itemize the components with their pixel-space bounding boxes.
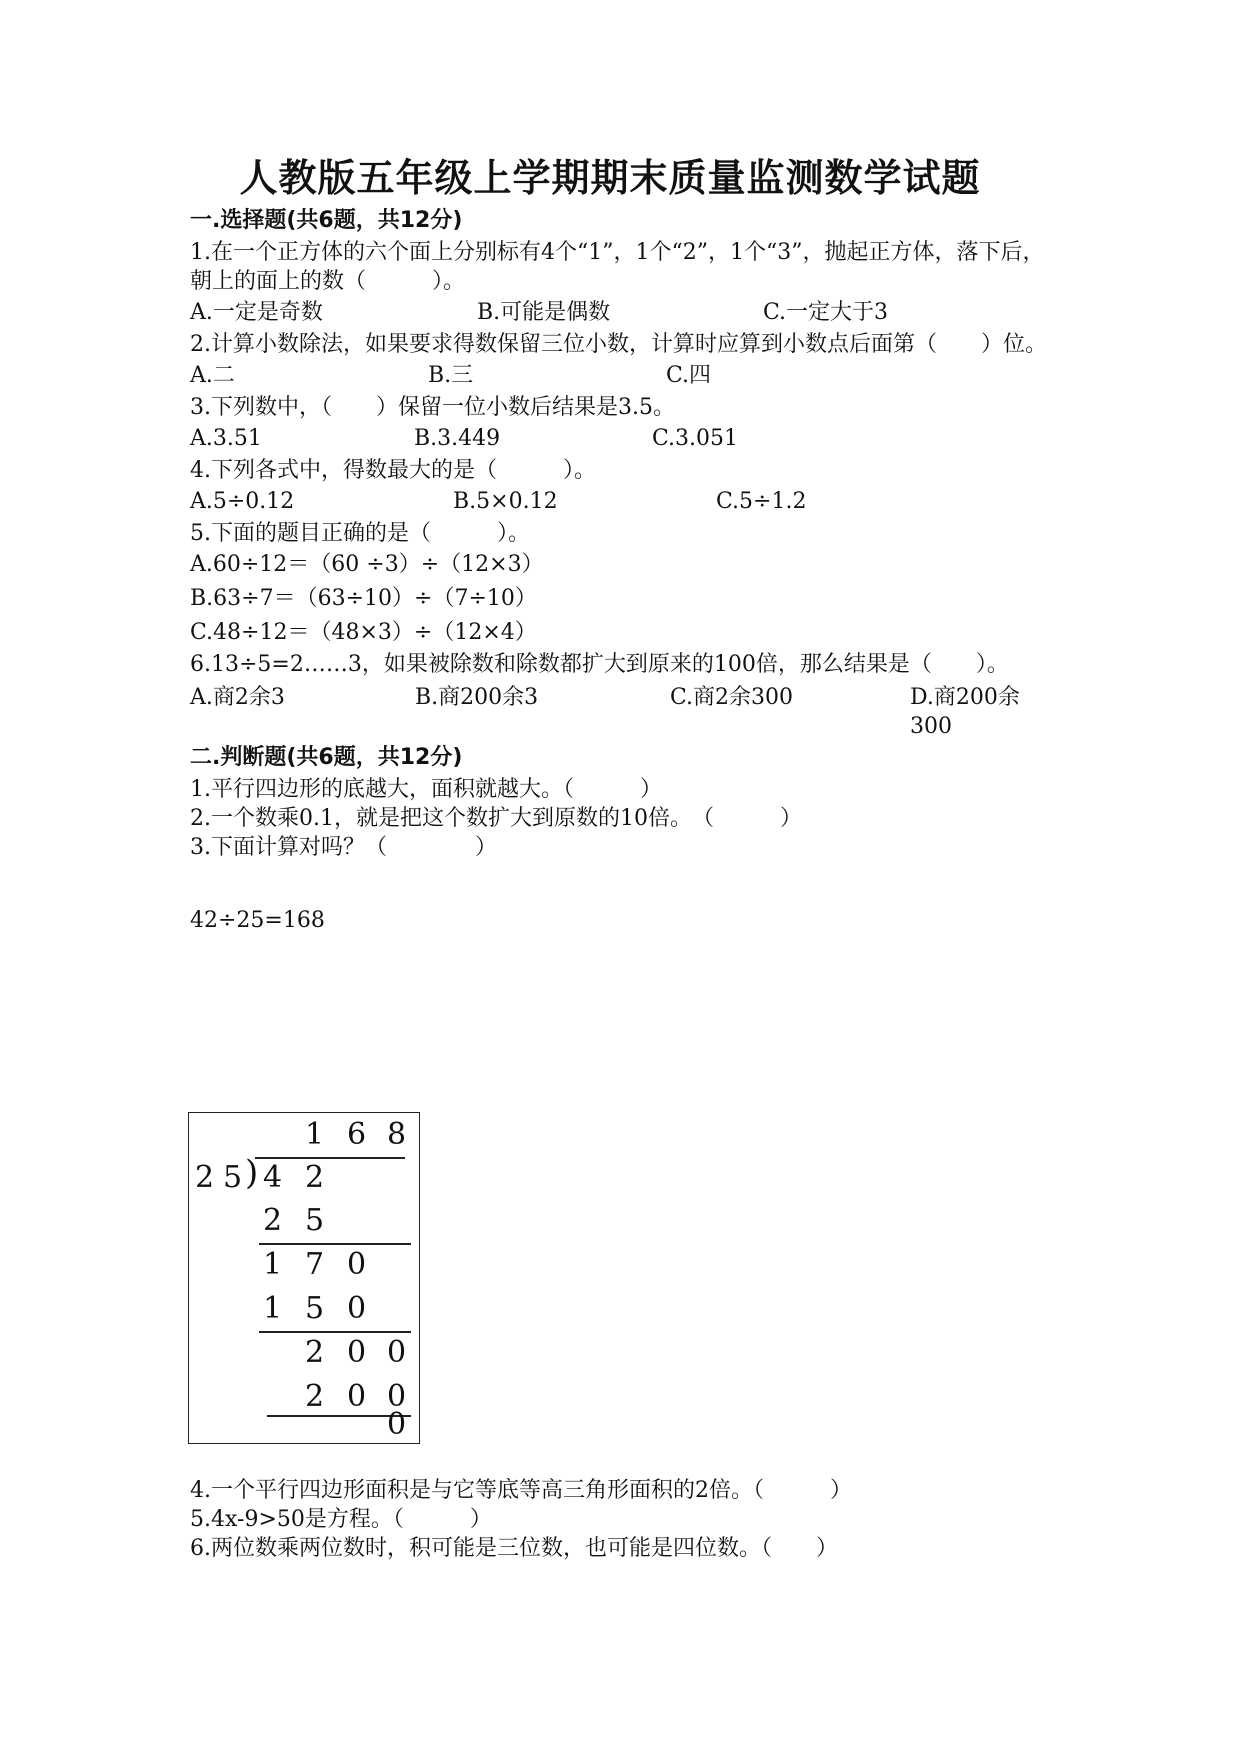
option-a: A.3.51 (190, 426, 262, 451)
step-digit: 2 (305, 1379, 325, 1414)
step-digit: 0 (387, 1335, 407, 1370)
section-heading-judge: 二.判断题(共6题，共12分) (190, 745, 463, 770)
division-bracket: ) (245, 1153, 259, 1193)
step-digit: 0 (347, 1247, 367, 1282)
option-c: C.四 (666, 363, 712, 388)
question-5: 5.下面的题目正确的是（ ）。 (190, 521, 530, 546)
divisor-digit: 5 (223, 1160, 243, 1195)
option-b: B.5×0.12 (453, 489, 558, 514)
option-c: C.5÷1.2 (716, 489, 807, 514)
option-a: A.5÷0.12 (190, 489, 295, 514)
dividend-digit: 2 (305, 1160, 325, 1195)
judge-item-6: 6.两位数乘两位数时，积可能是三位数，也可能是四位数。（ ） (190, 1536, 838, 1561)
step-digit: 5 (305, 1203, 325, 1238)
subtraction-line (259, 1243, 411, 1245)
section-heading-choice: 一.选择题(共6题，共12分) (190, 208, 463, 233)
quotient-digit: 6 (347, 1117, 367, 1152)
option-b: B.可能是偶数 (477, 300, 611, 325)
question-4-options (190, 485, 1050, 519)
option-c: C.商2余300 (670, 685, 794, 710)
option-a: A.商2余3 (190, 685, 285, 710)
option-b: B.三 (428, 363, 474, 388)
question-3: 3.下列数中，（ ）保留一位小数后结果是3.5。 (190, 395, 675, 420)
question-6-options (190, 683, 1050, 741)
judge-items-continued (190, 1476, 1050, 1563)
judge-item-5: 5.4x-9>50是方程。（ ） (190, 1507, 492, 1532)
judge-item-3: 3.下面计算对吗？（ ） (190, 835, 497, 860)
option-d: D.商200余300 (910, 685, 1020, 739)
step-digit: 0 (347, 1335, 367, 1370)
step-digit: 7 (305, 1247, 325, 1282)
long-division-figure (188, 1112, 420, 1444)
exam-page (190, 150, 1050, 935)
quotient-digit: 8 (387, 1117, 407, 1152)
option-b: B.63÷7＝（63÷10）÷（7÷10） (190, 586, 537, 611)
equation: 42÷25=168 (190, 908, 325, 933)
option-c: C.3.051 (652, 426, 739, 451)
option-c: C.48÷12＝（48×3）÷（12×4） (190, 620, 537, 645)
judge-item-4: 4.一个平行四边形面积是与它等底等高三角形面积的2倍。（ ） (190, 1478, 852, 1503)
option-b: B.商200余3 (415, 685, 539, 710)
question-1: 1.在一个正方体的六个面上分别标有4个“1”，1个“2”，1个“3”，抛起正方体，落下后，朝上的面上的数（ ）。 (190, 240, 1045, 294)
question-6: 6.13÷5=2……3，如果被除数和除数都扩大到原来的100倍，那么结果是（ ）。 (190, 652, 1009, 677)
exam-title: 人教版五年级上学期期末质量监测数学试题 (239, 155, 981, 200)
option-c: C.一定大于3 (763, 300, 889, 325)
step-digit: 0 (347, 1291, 367, 1326)
question-2: 2.计算小数除法，如果要求得数保留三位小数，计算时应算到小数点后面第（ ）位。 (190, 332, 1047, 357)
step-digit: 0 (347, 1379, 367, 1414)
step-digit: 2 (305, 1335, 325, 1370)
step-digit: 5 (305, 1291, 325, 1326)
divisor-digit: 2 (195, 1160, 215, 1195)
option-a: A.一定是奇数 (190, 300, 323, 325)
remainder-digit: 0 (387, 1407, 407, 1442)
division-bar (255, 1157, 405, 1159)
question-4: 4.下列各式中，得数最大的是（ ）。 (190, 458, 596, 483)
question-2-options (190, 359, 1050, 393)
step-digit: 1 (263, 1247, 283, 1282)
step-digit: 1 (263, 1291, 283, 1326)
quotient-digit: 1 (305, 1117, 325, 1152)
option-a: A.二 (190, 363, 235, 388)
judge-item-2: 2.一个数乘0.1，就是把这个数扩大到原数的10倍。 （ ） (190, 806, 802, 831)
step-digit: 2 (263, 1203, 283, 1238)
question-1-options (190, 296, 1050, 330)
step-digit: 0 (387, 1379, 407, 1414)
option-a: A.60÷12＝（60 ÷3）÷（12×3） (190, 552, 544, 577)
judge-item-1: 1.平行四边形的底越大，面积就越大。（ ） (190, 777, 662, 802)
subtraction-line (259, 1331, 411, 1333)
dividend-digit: 4 (263, 1160, 283, 1195)
question-3-options (190, 422, 1050, 456)
option-b: B.3.449 (414, 426, 501, 451)
